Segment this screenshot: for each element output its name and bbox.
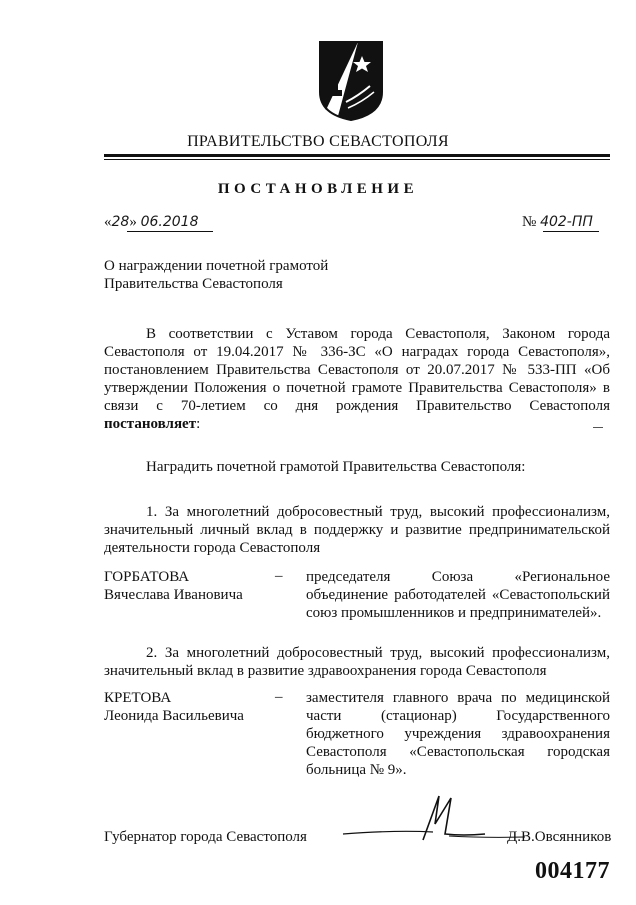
handwritten-signature-icon [335, 790, 535, 850]
document-type: ПОСТАНОВЛЕНИЕ [217, 181, 419, 197]
header-rule-thick [104, 154, 610, 157]
document-subject [104, 257, 328, 293]
date-underline [127, 231, 213, 232]
number-underline [543, 231, 599, 232]
subject-line-2: Правительства Севастополя [104, 276, 283, 292]
document-number [522, 214, 593, 231]
preamble-colon: : [196, 416, 201, 432]
serial-number: 004177 [535, 858, 610, 884]
award-1-dash: – [275, 568, 283, 584]
signatory-name: Д.В.Овсянников [507, 829, 612, 845]
preamble-text: В соответствии с Уставом города Севастополя, Законом города Севастополя от 19.04.2017 № 336-ЗС «О наградах города Севастополя», постановлением Правительства Севастополя от 20.07.2017 № 533-ПП «Об утверждении Положения о почетной грамоте Правительства Севастополя» в связи с 70-летием со дня рождения Правительство Севастополя [104, 326, 610, 414]
award-2-dash: – [275, 689, 283, 705]
award-1-reason: 1. За многолетний добросовестный труд, высокий профессионализм, значительный личный вклад в поддержку и развитие предпринимательской деятельности города Севастополя [104, 504, 610, 556]
date-month-year: 06.2018 [140, 214, 199, 230]
signatory-post: Губернатор города Севастополя [104, 829, 307, 845]
award-2-position: заместителя главного врача по медицинской части (стационар) Государственного бюджетного учреждения здравоохранения Севастополя «Севастопольская городская больница № 9». [306, 690, 610, 778]
header-rule-thin [104, 159, 610, 160]
number-value: 402-ПП [540, 214, 593, 230]
sevastopol-coat-of-arms-icon [318, 40, 384, 122]
award-2-given-names: Леонида Васильевича [104, 708, 244, 724]
date-day: 28 [111, 214, 130, 230]
preamble-paragraph [104, 325, 610, 433]
award-1-given-names: Вячеслава Ивановича [104, 587, 243, 603]
award-2-name [104, 689, 244, 725]
document-date [104, 214, 198, 231]
margin-dash [593, 427, 603, 428]
award-1-position: председателя Союза «Региональное объединение работодателей «Севастопольский союз промышленников и предпринимателей». [306, 569, 610, 621]
date-close-quote: » [129, 214, 137, 230]
government-title: ПРАВИТЕЛЬСТВО СЕВАСТОПОЛЯ [187, 133, 449, 150]
award-1-name [104, 568, 243, 604]
award-2-surname: КРЕТОВА [104, 690, 172, 706]
preamble-bold-word: постановляет [104, 416, 197, 432]
subject-line-1: О награждении почетной грамотой [104, 258, 329, 274]
date-open-quote: « [104, 214, 112, 230]
number-prefix: № [522, 214, 537, 230]
award-2-reason: 2. За многолетний добросовестный труд, высокий профессионализм, значительный вклад в развитие здравоохранения города Севастополя [104, 645, 610, 679]
award-1-surname: ГОРБАТОВА [104, 569, 190, 585]
decision-paragraph: Наградить почетной грамотой Правительства Севастополя: [146, 459, 526, 475]
